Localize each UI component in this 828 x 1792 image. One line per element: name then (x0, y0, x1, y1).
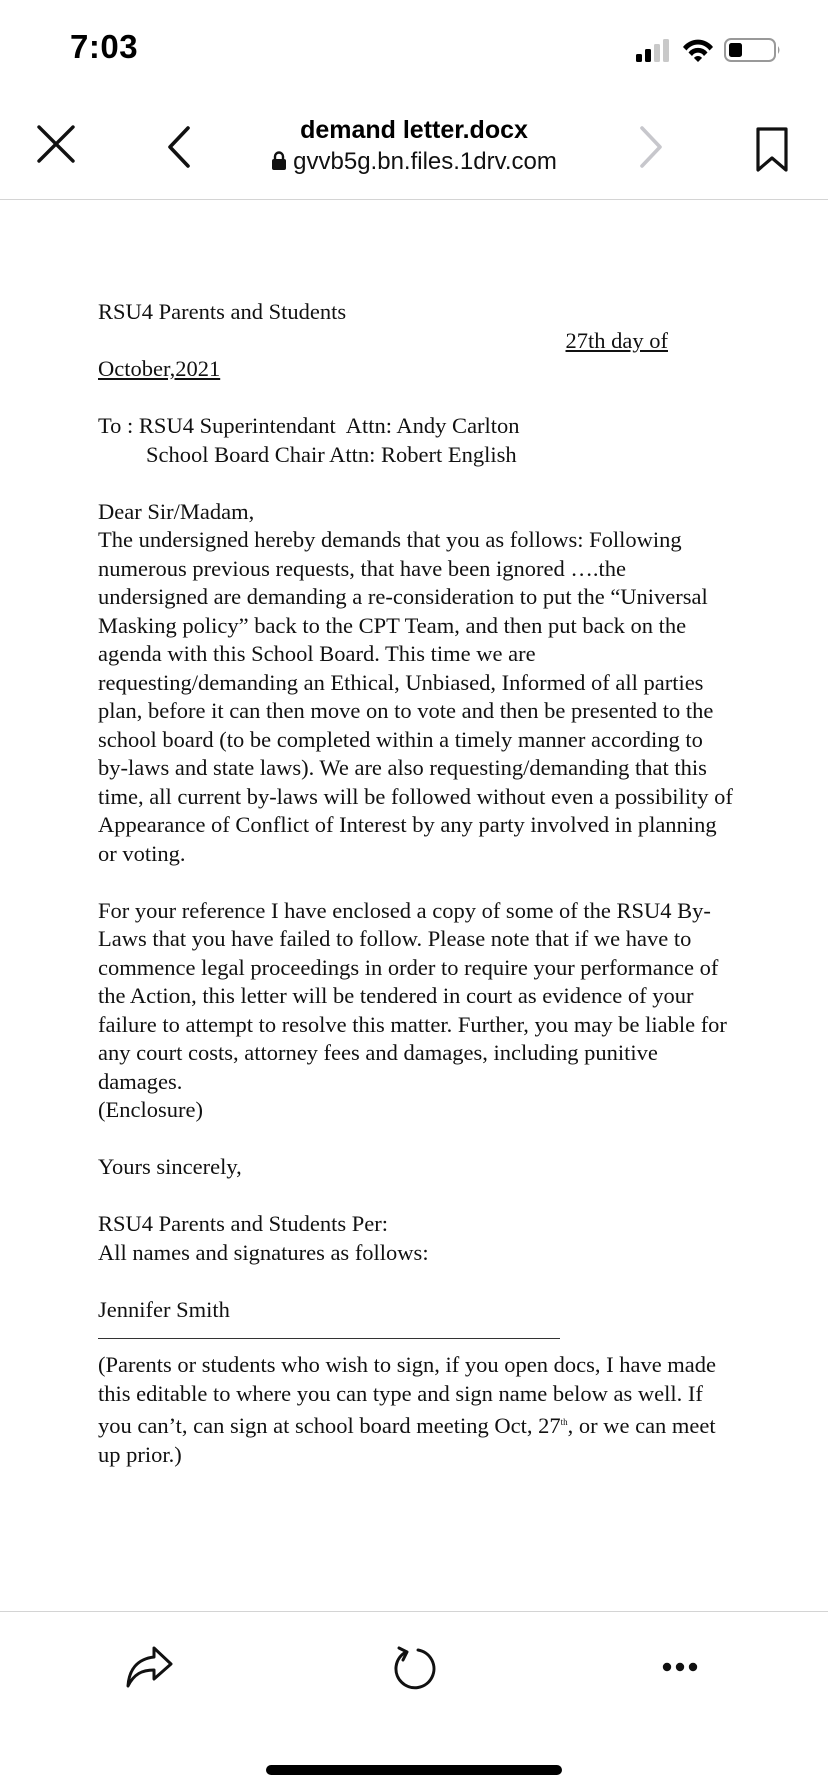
battery-icon (725, 39, 780, 61)
toolbar-divider (0, 1611, 828, 1612)
page-title: demand letter.docx (300, 116, 528, 144)
date-line-1: 27th day of (565, 327, 668, 353)
recipient-line-2: School Board Chair Attn: Robert English (146, 441, 517, 467)
share-icon (124, 1644, 174, 1690)
lock-icon (271, 151, 287, 171)
signoff-line-1: RSU4 Parents and Students Per: (98, 1211, 388, 1236)
home-indicator[interactable] (266, 1765, 562, 1775)
bookmark-icon (754, 126, 790, 174)
forward-button[interactable] (634, 124, 666, 170)
signature-line (98, 1338, 560, 1339)
signing-note (98, 1351, 738, 1469)
refresh-button[interactable] (390, 1644, 438, 1692)
closing: Yours sincerely, (98, 1154, 242, 1179)
sender-line: RSU4 Parents and Students (98, 299, 347, 324)
body-paragraph-2: For your reference I have enclosed a copy of some of the RSU4 By-Laws that you have failed to follow. Please note that if we have to commence legal proceedings in order to require your performance of the Action, this letter will be tendered in court as evidence of your failure to attempt to resolve this matter. Further, you may be liable for any court costs, attorney fees and damages, including punitive damages. (98, 897, 727, 1094)
salutation: Dear Sir/Madam, (98, 498, 255, 524)
recipient-line-1: To : RSU4 Superintendant Attn: Andy Carlton (98, 413, 520, 438)
refresh-icon (390, 1644, 438, 1692)
wifi-icon (683, 40, 713, 62)
domain-text: gvvb5g.bn.files.1drv.com (293, 148, 557, 175)
page-domain (0, 148, 828, 176)
header-divider (0, 199, 828, 200)
cellular-signal-icon (636, 39, 669, 62)
more-icon (662, 1660, 698, 1674)
signing-note-text: (Parents or students who wish to sign, if you open docs, I have made this editable to where you can type and sign name below as well. If you can’t, can sign at school board meeting Oct, 27 (98, 1352, 717, 1438)
ordinal-suffix: th (560, 1417, 568, 1427)
document-page[interactable] (98, 298, 738, 1469)
forward-chevron-icon (634, 124, 666, 170)
body-paragraph-1: The undersigned hereby demands that you as follows: Following numerous previous requests, that have been ignored ….the undersigned are demanding a re-consideration to put the “Universal Masking policy” back to the CPT Team, and then put back on the agenda with this School Board. This time we are requesting/demanding an Ethical, Unbiased, Informed of all parties plan, before it can then move on to vote and then be presented to the school board (to be completed within a timely manner according to by-laws and state laws). We are also requesting/demanding that this time, all current by-laws will be followed without even a possibility of Appearance of Conflict of Interest by any party involved in planning or voting. (98, 527, 733, 866)
signer-name: Jennifer Smith (98, 1296, 230, 1322)
signing-note-end: , or we can meet up prior.) (98, 1413, 716, 1467)
enclosure-note: (Enclosure) (98, 1097, 203, 1122)
status-icons (634, 36, 794, 64)
more-button[interactable] (662, 1660, 698, 1674)
bookmark-button[interactable] (754, 126, 790, 174)
share-button[interactable] (124, 1644, 174, 1690)
signoff-line-2: All names and signatures as follows: (98, 1239, 429, 1265)
status-time: 7:03 (70, 28, 139, 65)
date-line-2: October,2021 (98, 356, 221, 381)
